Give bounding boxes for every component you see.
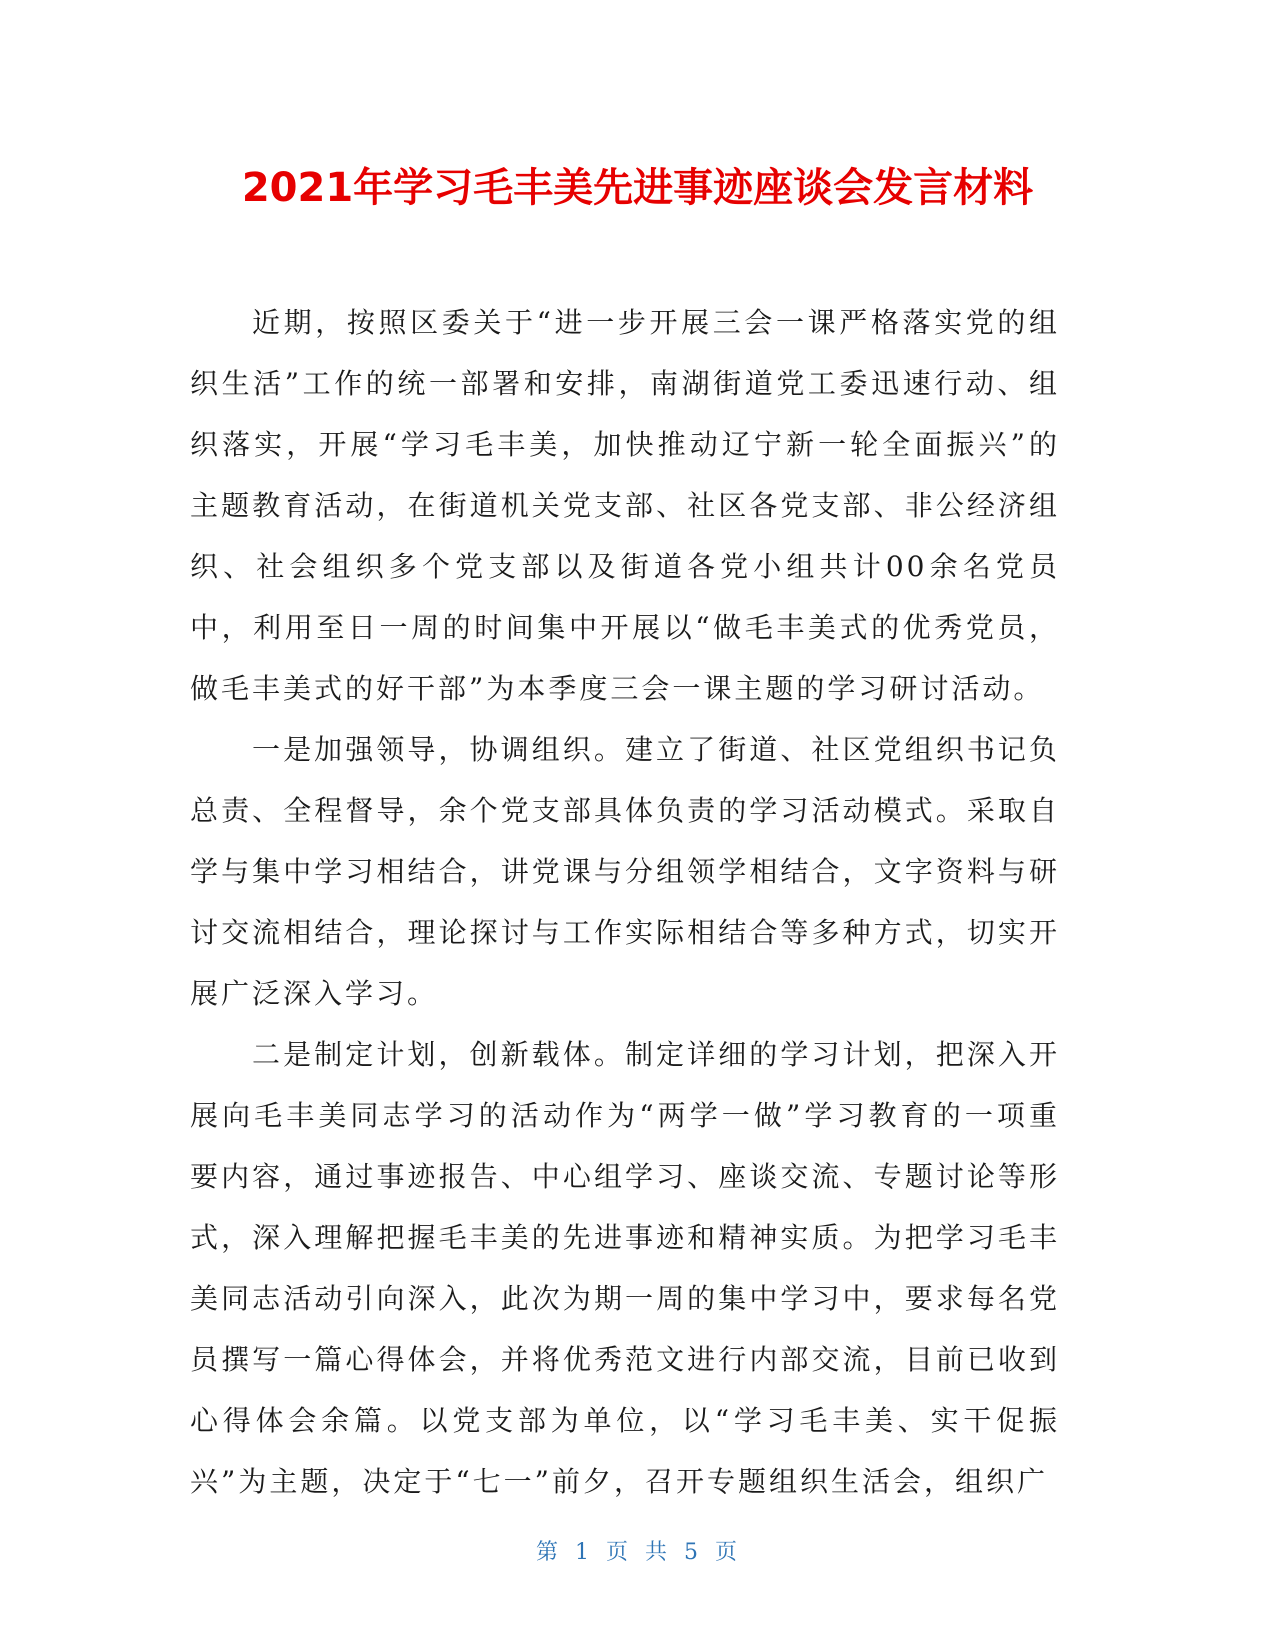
- document-title: 2021年学习毛丰美先进事迹座谈会发言材料: [241, 165, 1034, 211]
- paragraph-point-two: 二是制定计划，创新载体。制定详细的学习计划，把深入开展向毛丰美同志学习的活动作为“两学一做”学习教育的一项重要内容，通过事迹报告、中心组学习、座谈交流、专题讨论等形式，深入理解把握毛丰美的先进事迹和精神实质。为把学习毛丰美同志活动引向深入，此次为期一周的集中学习中，要求每名党员撰写一篇心得体会，并将优秀范文进行内部交流，目前已收到心得体会余篇。以党支部为单位，以“学习毛丰美、实干促振兴”为主题，决定于“七一”前夕，召开专题组织生活会，组织广: [190, 1038, 1060, 1498]
- paragraph-intro: 近期，按照区委关于“进一步开展三会一课严格落实党的组织生活”工作的统一部署和安排，南湖街道党工委迅速行动、组织落实，开展“学习毛丰美，加快推动辽宁新一轮全面振兴”的主题教育活动，在街道机关党支部、社区各党支部、非公经济组织、社会组织多个党支部以及街道各党小组共计00余名党员中，利用至日一周的时间集中开展以“做毛丰美式的优秀党员，做毛丰美式的好干部”为本季度三会一课主题的学习研讨活动。: [190, 306, 1060, 705]
- paragraph-point-one: 一是加强领导，协调组织。建立了街道、社区党组织书记负总责、全程督导，余个党支部具体负责的学习活动模式。采取自学与集中学习相结合，讲党课与分组领学相结合，文字资料与研讨交流相结合，理论探讨与工作实际相结合等多种方式，切实开展广泛深入学习。: [190, 733, 1060, 1010]
- page-number-footer: 第 1 页 共 5 页: [536, 1540, 739, 1565]
- document-body: [190, 292, 1060, 1512]
